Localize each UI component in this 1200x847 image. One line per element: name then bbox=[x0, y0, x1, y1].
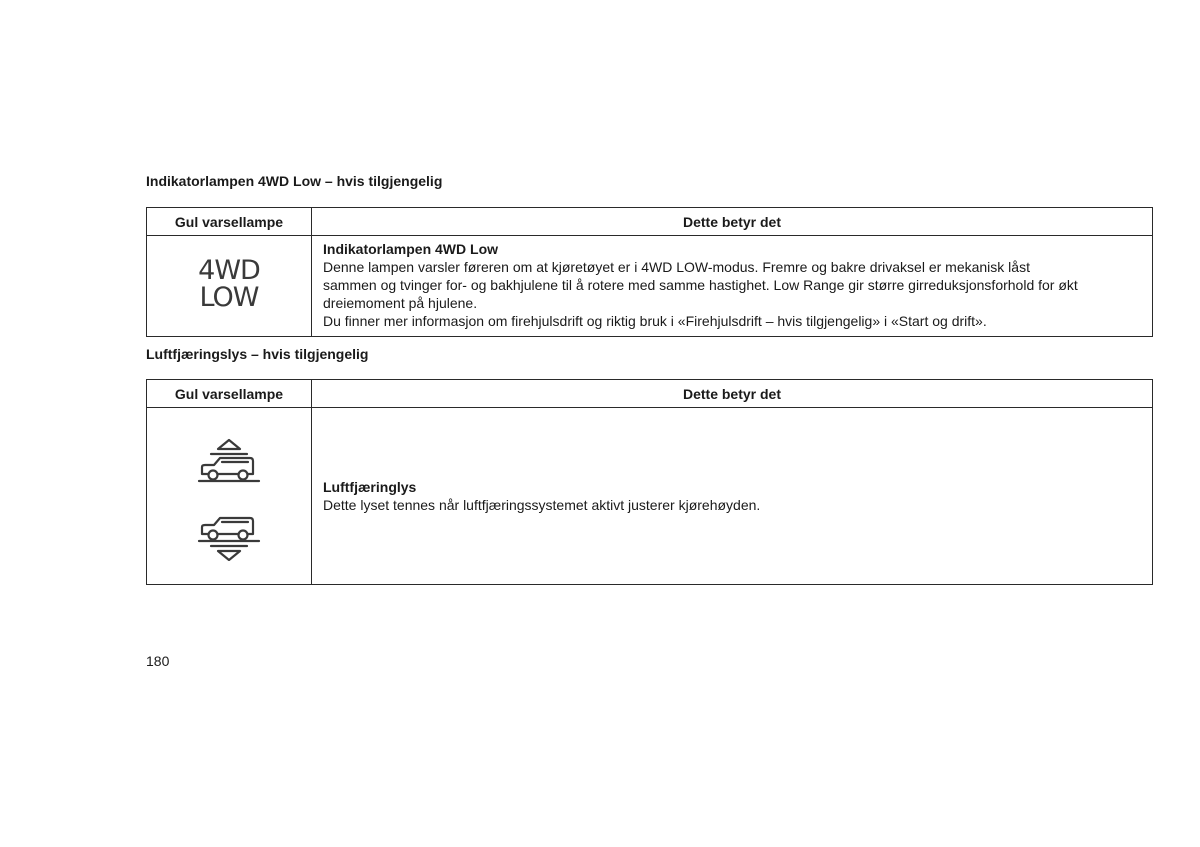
section-heading-4wd-low: Indikatorlampen 4WD Low – hvis tilgjengelig bbox=[146, 173, 443, 189]
lamp-description-line: Du finner mer informasjon om firehjulsdrift og riktig bruk i «Firehjulsdrift – hvis tilgjengelig» i «Start og drift». bbox=[323, 313, 987, 329]
lamp-description-title: Luftfjæringlys bbox=[323, 479, 417, 495]
lamp-description-line: Denne lampen varsler føreren om at kjøretøyet er i 4WD LOW-modus. Fremre og bakre drivaksel er mekanisk låst bbox=[323, 259, 1030, 275]
page-number: 180 bbox=[146, 653, 170, 669]
lamp-description-title: Indikatorlampen 4WD Low bbox=[323, 241, 499, 257]
column-header-lamp: Gul varsellampe bbox=[147, 380, 312, 408]
low-icon-text: LOW bbox=[199, 282, 259, 313]
lamp-icon-cell bbox=[147, 236, 312, 337]
4wd-low-indicator-icon bbox=[198, 257, 260, 311]
lamp-description-cell bbox=[312, 236, 1153, 337]
lamp-description-line: Dette lyset tennes når luftfjæringssystemet aktivt justerer kjørehøyden. bbox=[323, 497, 761, 513]
warning-lamp-table-air-suspension bbox=[146, 379, 1153, 585]
lamp-description-cell bbox=[312, 408, 1153, 585]
lamp-icon-cell bbox=[147, 408, 312, 585]
table-row bbox=[147, 236, 1153, 337]
air-suspension-icons bbox=[189, 431, 269, 561]
suspension-raise-icon bbox=[199, 440, 259, 481]
lamp-description-line: sammen og tvinger for- og bakhjulene til å rotere med samme hastighet. Low Range gir større girreduksjonsforhold for økt bbox=[323, 277, 1078, 293]
column-header-meaning: Dette betyr det bbox=[312, 380, 1153, 408]
lamp-description-line: dreiemoment på hjulene. bbox=[323, 295, 478, 311]
4wd-icon-text: 4WD bbox=[198, 255, 260, 286]
warning-lamp-table-4wd-low bbox=[146, 207, 1153, 337]
column-header-lamp: Gul varsellampe bbox=[147, 208, 312, 236]
section-heading-air-suspension: Luftfjæringslys – hvis tilgjengelig bbox=[146, 346, 369, 362]
column-header-meaning: Dette betyr det bbox=[312, 208, 1153, 236]
suspension-lower-icon bbox=[199, 518, 259, 560]
table-row bbox=[147, 408, 1153, 585]
